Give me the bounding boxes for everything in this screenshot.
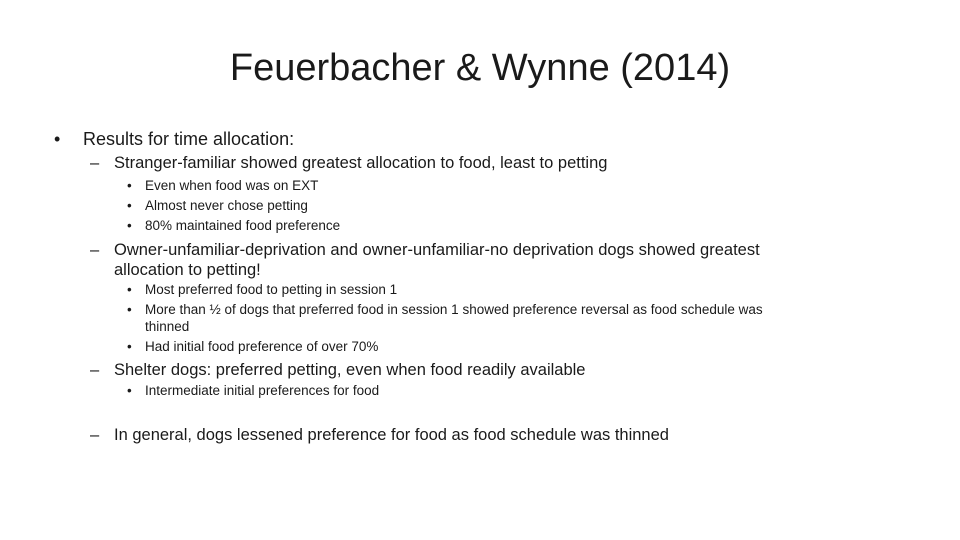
bullet-marker: •: [54, 129, 61, 149]
sub-bullet-text: Most preferred food to petting in session 1: [145, 282, 398, 297]
sub-bullet-marker: •: [127, 383, 132, 398]
sub-bullet-marker: •: [127, 302, 132, 317]
sub-bullet-text: Intermediate initial preferences for food: [145, 383, 380, 398]
sub-bullet-marker: •: [127, 218, 132, 233]
slide-title: Feuerbacher & Wynne (2014): [229, 47, 731, 89]
dash-marker: –: [90, 154, 100, 172]
sub-bullet-text: 80% maintained food preference: [145, 218, 341, 233]
sub-bullet-text: Had initial food preference of over 70%: [145, 339, 379, 354]
sub-bullet-text: More than ½ of dogs that preferred food in session 1 showed preference reversal as food schedule was: [145, 302, 763, 317]
dash-marker: –: [90, 241, 100, 259]
dash-text-continuation: allocation to petting!: [114, 261, 261, 279]
dash-text: Shelter dogs: preferred petting, even when food readily available: [114, 361, 586, 379]
sub-bullet-marker: •: [127, 198, 132, 213]
dash-text: Owner-unfamiliar-deprivation and owner-unfamiliar-no deprivation dogs showed greatest: [114, 241, 760, 259]
dash-marker: –: [90, 361, 100, 379]
sub-bullet-text-continuation: thinned: [145, 319, 190, 334]
sub-bullet-marker: •: [127, 178, 132, 193]
sub-bullet-marker: •: [127, 339, 132, 354]
dash-text: Stranger-familiar showed greatest allocation to food, least to petting: [114, 154, 608, 172]
bullet-text: Results for time allocation:: [83, 129, 295, 149]
dash-marker: –: [90, 426, 100, 444]
sub-bullet-text: Even when food was on EXT: [145, 178, 319, 193]
dash-text: In general, dogs lessened preference for food as food schedule was thinned: [114, 426, 669, 444]
sub-bullet-text: Almost never chose petting: [145, 198, 308, 213]
sub-bullet-marker: •: [127, 282, 132, 297]
